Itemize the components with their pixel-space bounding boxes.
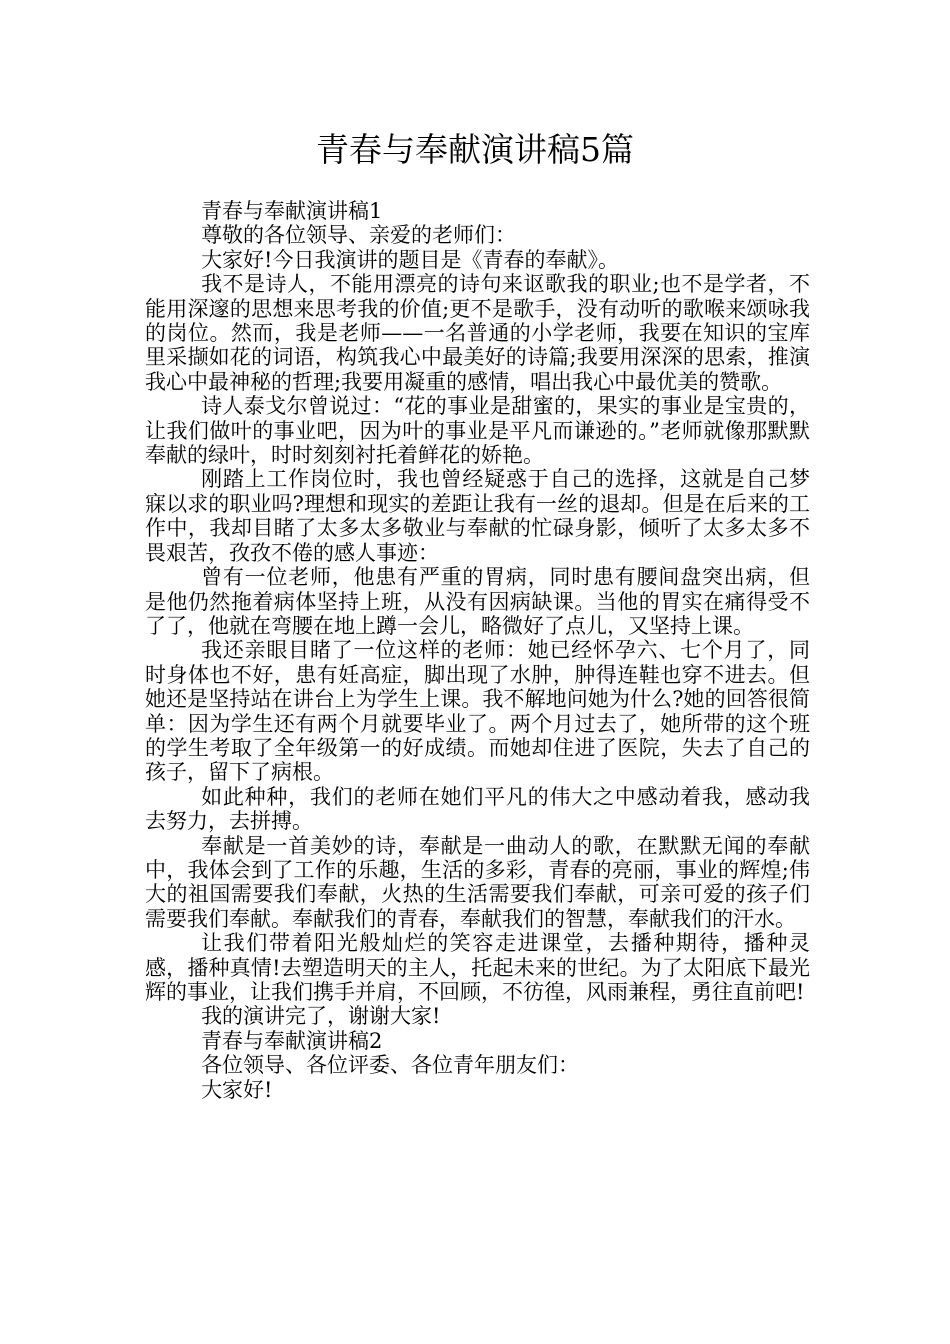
body-paragraph: 如此种种，我们的老师在她们平凡的伟大之中感动着我，感动我去努力，去拼搏。 bbox=[145, 784, 810, 834]
section-heading-2: 青春与奉献演讲稿2 bbox=[201, 1028, 383, 1053]
closing-paragraph: 我的演讲完了，谢谢大家! bbox=[201, 1004, 441, 1029]
body-paragraph: 曾有一位老师，他患有严重的胃病，同时患有腰间盘突出病，但是他仍然拖着病体坚持上班，从没有因病缺课。当他的胃实在痛得受不了了，他就在弯腰在地上蹲一会儿，略微好了点儿，又坚持上课。 bbox=[145, 565, 810, 638]
greeting-paragraph: 大家好!今日我演讲的题目是《青春的奉献》。 bbox=[201, 247, 619, 272]
document-body bbox=[145, 199, 810, 1102]
section-heading-1: 青春与奉献演讲稿1 bbox=[201, 199, 383, 223]
body-paragraph: 奉献是一首美妙的诗，奉献是一曲动人的歌，在默默无闻的奉献中，我体会到了工作的乐趣，生活的多彩，青春的亮丽，事业的辉煌;伟大的祖国需要我们奉献，火热的生活需要我们奉献，可亲可爱的孩子们需要我们奉献。奉献我们的青春，奉献我们的智慧，奉献我们的汗水。 bbox=[145, 833, 810, 931]
body-paragraph: 让我们带着阳光般灿烂的笑容走进课堂，去播种期待，播种灵感，播种真情!去塑造明天的主人，托起未来的世纪。为了太阳底下最光辉的事业，让我们携手并肩，不回顾，不彷徨，风雨兼程，勇往直前吧! bbox=[145, 931, 810, 1004]
salutation-paragraph: 尊敬的各位领导、亲爱的老师们： bbox=[201, 223, 517, 248]
salutation-paragraph: 各位领导、各位评委、各位青年朋友们： bbox=[201, 1053, 580, 1078]
body-paragraph: 刚踏上工作岗位时，我也曾经疑惑于自己的选择，这就是自己梦寐以求的职业吗?理想和现实的差距让我有一丝的退却。但是在后来的工作中，我却目睹了太多太多敬业与奉献的忙碌身影，倾听了太多太多不畏艰苦，孜孜不倦的感人事迹： bbox=[145, 467, 810, 565]
body-paragraph: 我不是诗人，不能用漂亮的诗句来讴歌我的职业;也不是学者，不能用深邃的思想来思考我的价值;更不是歌手，没有动听的歌喉来颂咏我的岗位。然而，我是老师——一名普通的小学老师，我要在知识的宝库里采撷如花的词语，构筑我心中最美好的诗篇;我要用深深的思索，推演我心中最神秘的哲理;我要用凝重的感情，唱出我心中最优美的赞歌。 bbox=[145, 272, 810, 394]
document-title: 青春与奉献演讲稿5篇 bbox=[316, 130, 634, 169]
body-paragraph: 我还亲眼目睹了一位这样的老师：她已经怀孕六、七个月了，同时身体也不好，患有妊高症，脚出现了水肿，肿得连鞋也穿不进去。但她还是坚持站在讲台上为学生上课。我不解地问她为什么?她的回答很简单：因为学生还有两个月就要毕业了。两个月过去了，她所带的这个班的学生考取了全年级第一的好成绩。而她却住进了医院，失去了自己的孩子，留下了病根。 bbox=[145, 638, 810, 785]
body-paragraph: 诗人泰戈尔曾说过：“花的事业是甜蜜的，果实的事业是宝贵的，让我们做叶的事业吧，因为叶的事业是平凡而谦逊的。”老师就像那默默奉献的绿叶，时时刻刻衬托着鲜花的娇艳。 bbox=[145, 394, 810, 468]
greeting-paragraph: 大家好! bbox=[201, 1077, 273, 1102]
